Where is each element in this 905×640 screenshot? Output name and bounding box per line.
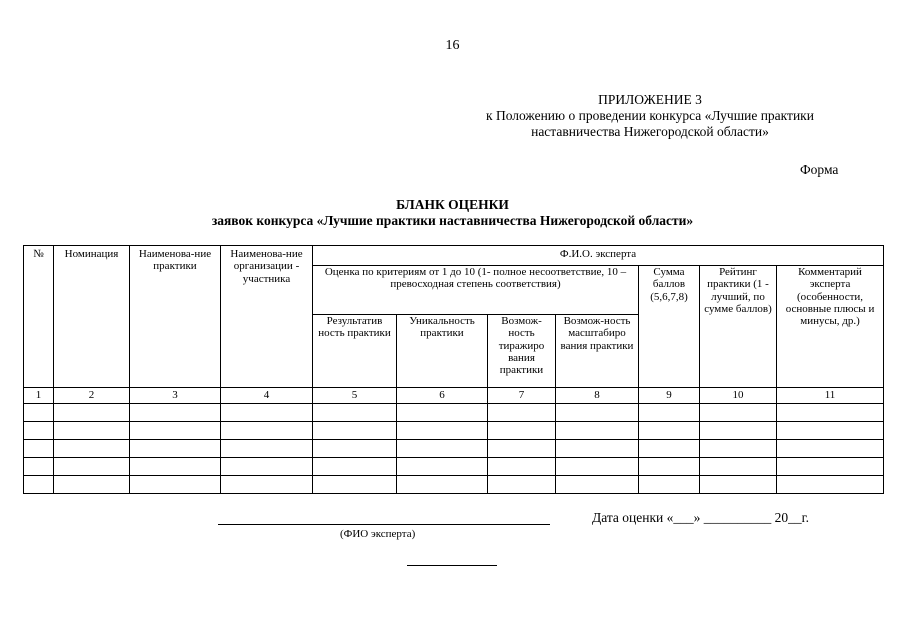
signature-line	[218, 524, 550, 525]
header-scaling: Возмож-ность масштабиро вания практики	[556, 315, 639, 388]
table-cell[interactable]	[54, 458, 130, 476]
table-cell[interactable]	[639, 404, 700, 422]
table-cell[interactable]	[24, 440, 54, 458]
column-number-row	[24, 388, 884, 404]
table-cell[interactable]	[397, 422, 488, 440]
table-cell[interactable]	[313, 440, 397, 458]
table-cell[interactable]	[700, 422, 777, 440]
table-cell[interactable]	[130, 458, 221, 476]
table-cell[interactable]	[397, 476, 488, 494]
table-cell[interactable]	[700, 458, 777, 476]
table-cell[interactable]	[24, 458, 54, 476]
table-cell[interactable]	[700, 404, 777, 422]
header-sum: Сумма баллов (5,6,7,8)	[639, 266, 700, 388]
table-cell[interactable]	[639, 476, 700, 494]
table-cell[interactable]	[777, 476, 884, 494]
document-title-line-2: заявок конкурса «Лучшие практики наставничества Нижегородской области»	[211, 213, 694, 228]
header-nomination: Номинация	[54, 246, 130, 388]
table-cell[interactable]	[54, 404, 130, 422]
table-cell[interactable]	[488, 422, 556, 440]
form-label: Форма	[800, 162, 839, 177]
table-cell[interactable]	[556, 458, 639, 476]
table-cell[interactable]	[221, 404, 313, 422]
table-cell[interactable]	[488, 404, 556, 422]
header-rating: Рейтинг практики (1 - лучший, по сумме баллов)	[700, 266, 777, 388]
column-number: 1	[24, 388, 54, 404]
column-number: 4	[221, 388, 313, 404]
table-cell[interactable]	[130, 440, 221, 458]
header-number: №	[24, 246, 54, 388]
document-title-line-1: БЛАНК ОЦЕНКИ	[396, 197, 509, 212]
appendix-heading	[420, 92, 880, 140]
table-cell[interactable]	[556, 476, 639, 494]
header-organization-name: Наименова-ние организации - участника	[221, 246, 313, 388]
table-cell[interactable]	[54, 440, 130, 458]
column-number: 7	[488, 388, 556, 404]
header-replication: Возмож-ность тиражиро вания практики	[488, 315, 556, 388]
table-cell[interactable]	[777, 422, 884, 440]
table-row[interactable]	[24, 422, 884, 440]
closing-line	[407, 565, 497, 566]
table-cell[interactable]	[700, 476, 777, 494]
table-cell[interactable]	[397, 458, 488, 476]
table-row[interactable]	[24, 440, 884, 458]
table-cell[interactable]	[313, 422, 397, 440]
table-row[interactable]	[24, 458, 884, 476]
table-cell[interactable]	[130, 422, 221, 440]
header-practice-name: Наименова-ние практики	[130, 246, 221, 388]
table-cell[interactable]	[777, 458, 884, 476]
appendix-line-2: наставничества Нижегородской области»	[531, 124, 769, 139]
column-number: 9	[639, 388, 700, 404]
signature-caption: (ФИО эксперта)	[340, 528, 416, 540]
table-cell[interactable]	[488, 440, 556, 458]
table-row[interactable]	[24, 476, 884, 494]
table-cell[interactable]	[54, 422, 130, 440]
appendix-line-1: к Положению о проведении конкурса «Лучшие практики	[486, 108, 814, 123]
header-effectiveness: Результатив ность практики	[313, 315, 397, 388]
table-cell[interactable]	[221, 440, 313, 458]
table-cell[interactable]	[556, 422, 639, 440]
table-cell[interactable]	[313, 458, 397, 476]
table-cell[interactable]	[488, 458, 556, 476]
table-cell[interactable]	[700, 440, 777, 458]
table-cell[interactable]	[24, 422, 54, 440]
table-cell[interactable]	[221, 458, 313, 476]
table-cell[interactable]	[397, 404, 488, 422]
header-criteria: Оценка по критериям от 1 до 10 (1- полное несоответствие, 10 – превосходная степень соответствия)	[313, 266, 639, 315]
header-comment: Комментарий эксперта (особенности, основные плюсы и минусы, др.)	[777, 266, 884, 388]
header-uniqueness: Уникальность практики	[397, 315, 488, 388]
table-cell[interactable]	[639, 458, 700, 476]
table-cell[interactable]	[24, 404, 54, 422]
table-row[interactable]	[24, 404, 884, 422]
table-cell[interactable]	[221, 476, 313, 494]
column-number: 11	[777, 388, 884, 404]
table-cell[interactable]	[488, 476, 556, 494]
evaluation-table	[23, 245, 884, 494]
table-cell[interactable]	[639, 440, 700, 458]
table-cell[interactable]	[777, 404, 884, 422]
table-cell[interactable]	[397, 440, 488, 458]
page-number: 16	[445, 38, 460, 53]
table-cell[interactable]	[221, 422, 313, 440]
table-cell[interactable]	[313, 476, 397, 494]
table-cell[interactable]	[556, 440, 639, 458]
table-cell[interactable]	[130, 476, 221, 494]
table-cell[interactable]	[639, 422, 700, 440]
appendix-title: ПРИЛОЖЕНИЕ 3	[598, 92, 702, 107]
table-cell[interactable]	[54, 476, 130, 494]
column-number: 5	[313, 388, 397, 404]
table-cell[interactable]	[313, 404, 397, 422]
table-cell[interactable]	[777, 440, 884, 458]
evaluation-date: Дата оценки «___» __________ 20__г.	[592, 510, 810, 525]
header-expert-name: Ф.И.О. эксперта	[313, 246, 884, 266]
table-cell[interactable]	[556, 404, 639, 422]
column-number: 10	[700, 388, 777, 404]
column-number: 3	[130, 388, 221, 404]
document-title	[0, 197, 905, 229]
table-cell[interactable]	[24, 476, 54, 494]
table-cell[interactable]	[130, 404, 221, 422]
column-number: 6	[397, 388, 488, 404]
column-number: 2	[54, 388, 130, 404]
column-number: 8	[556, 388, 639, 404]
